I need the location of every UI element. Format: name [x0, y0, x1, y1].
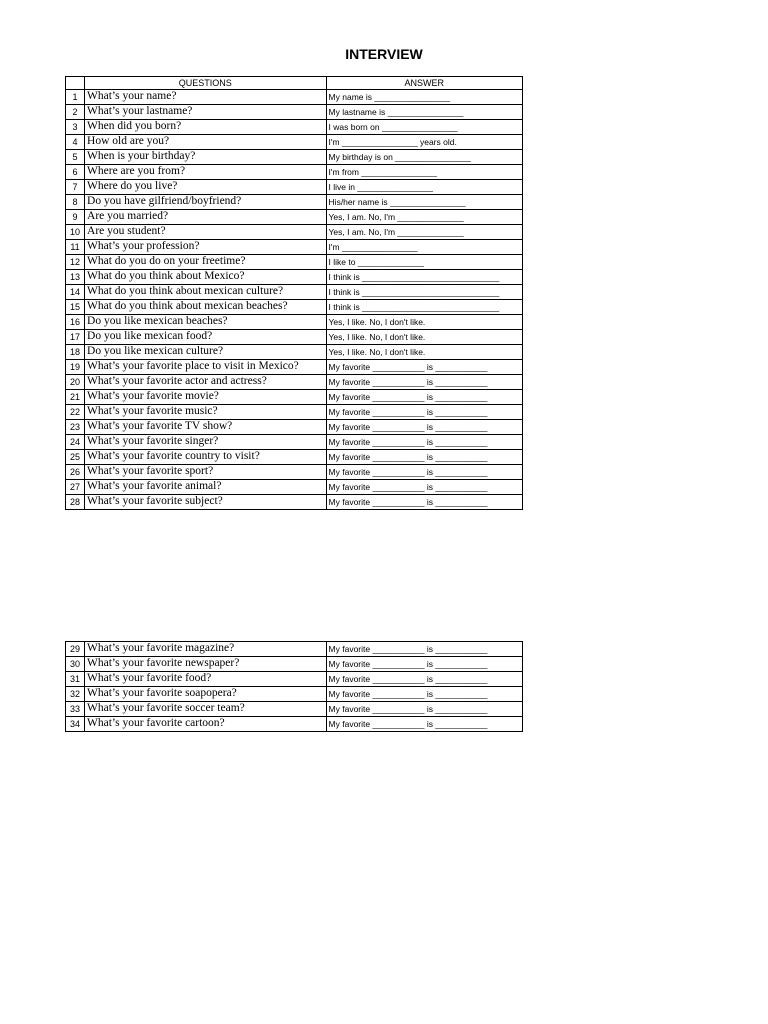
answer-cell: I think is _____________________________ [326, 285, 522, 300]
row-number: 28 [66, 495, 85, 510]
answer-cell: I'm from ________________ [326, 165, 522, 180]
answer-cell: My favorite ___________ is ___________ [326, 375, 522, 390]
table-row [66, 105, 523, 120]
answer-cell: My favorite ___________ is ___________ [326, 450, 522, 465]
row-number: 15 [66, 300, 85, 315]
table-row [66, 345, 523, 360]
question-cell: Do you have gilfriend/boyfriend? [85, 195, 327, 210]
row-number: 20 [66, 375, 85, 390]
question-cell: What’s your lastname? [85, 105, 327, 120]
interview-table [65, 76, 523, 510]
row-number: 10 [66, 225, 85, 240]
question-cell: What’s your favorite food? [85, 672, 327, 687]
row-number: 27 [66, 480, 85, 495]
header-row [66, 77, 523, 90]
question-cell: Where are you from? [85, 165, 327, 180]
row-number: 22 [66, 405, 85, 420]
table-row [66, 135, 523, 150]
answer-cell: My name is ________________ [326, 90, 522, 105]
table-row [66, 255, 523, 270]
answer-cell: I like to ______________ [326, 255, 522, 270]
row-number: 2 [66, 105, 85, 120]
table-row [66, 270, 523, 285]
answer-cell: My favorite ___________ is ___________ [326, 420, 522, 435]
question-cell: What’s your favorite singer? [85, 435, 327, 450]
table-row [66, 642, 523, 657]
questions-header: QUESTIONS [85, 77, 327, 90]
row-number: 18 [66, 345, 85, 360]
answer-cell: Yes, I am. No, I'm ______________ [326, 210, 522, 225]
question-cell: What’s your name? [85, 90, 327, 105]
number-header [66, 77, 85, 90]
answer-cell: My favorite ___________ is ___________ [326, 435, 522, 450]
answer-cell: My favorite ___________ is ___________ [326, 702, 522, 717]
table-row [66, 195, 523, 210]
table-row [66, 465, 523, 480]
question-cell: What’s your favorite sport? [85, 465, 327, 480]
answer-cell: Yes, I like. No, I don't like. [326, 345, 522, 360]
interview-table-continued [65, 641, 523, 732]
question-cell: What do you think about Mexico? [85, 270, 327, 285]
question-cell: What’s your favorite animal? [85, 480, 327, 495]
row-number: 34 [66, 717, 85, 732]
answer-cell: I'm ________________ [326, 240, 522, 255]
row-number: 32 [66, 687, 85, 702]
answer-cell: My favorite ___________ is ___________ [326, 642, 522, 657]
question-cell: What do you do on your freetime? [85, 255, 327, 270]
question-cell: What’s your favorite newspaper? [85, 657, 327, 672]
row-number: 11 [66, 240, 85, 255]
table-row [66, 657, 523, 672]
table-body [66, 90, 523, 510]
answer-cell: My birthday is on ________________ [326, 150, 522, 165]
table-row [66, 702, 523, 717]
table-row [66, 480, 523, 495]
answer-cell: I'm ________________ years old. [326, 135, 522, 150]
answer-cell: My favorite ___________ is ___________ [326, 672, 522, 687]
question-cell: What do you think about mexican culture? [85, 285, 327, 300]
row-number: 8 [66, 195, 85, 210]
table-row [66, 120, 523, 135]
question-cell: What’s your favorite music? [85, 405, 327, 420]
question-cell: When is your birthday? [85, 150, 327, 165]
table-row [66, 405, 523, 420]
answer-cell: My favorite ___________ is ___________ [326, 390, 522, 405]
answer-cell: My lastname is ________________ [326, 105, 522, 120]
answer-cell: I think is _____________________________ [326, 300, 522, 315]
row-number: 6 [66, 165, 85, 180]
table-body-continued [66, 642, 523, 732]
row-number: 21 [66, 390, 85, 405]
row-number: 5 [66, 150, 85, 165]
row-number: 30 [66, 657, 85, 672]
table-row [66, 330, 523, 345]
answer-cell: My favorite ___________ is ___________ [326, 657, 522, 672]
question-cell: Where do you live? [85, 180, 327, 195]
question-cell: Are you student? [85, 225, 327, 240]
row-number: 29 [66, 642, 85, 657]
row-number: 4 [66, 135, 85, 150]
row-number: 19 [66, 360, 85, 375]
question-cell: What’s your favorite soapopera? [85, 687, 327, 702]
table-row [66, 285, 523, 300]
question-cell: What’s your favorite place to visit in Mexico? [85, 360, 327, 375]
question-cell: What’s your favorite TV show? [85, 420, 327, 435]
table-row [66, 687, 523, 702]
table-row [66, 210, 523, 225]
row-number: 24 [66, 435, 85, 450]
table-row [66, 300, 523, 315]
table-row [66, 165, 523, 180]
table-row [66, 717, 523, 732]
answer-cell: My favorite ___________ is ___________ [326, 687, 522, 702]
row-number: 9 [66, 210, 85, 225]
row-number: 26 [66, 465, 85, 480]
answer-cell: My favorite ___________ is ___________ [326, 480, 522, 495]
row-number: 1 [66, 90, 85, 105]
row-number: 14 [66, 285, 85, 300]
question-cell: What’s your favorite country to visit? [85, 450, 327, 465]
answer-cell: My favorite ___________ is ___________ [326, 465, 522, 480]
table-row [66, 495, 523, 510]
row-number: 23 [66, 420, 85, 435]
table-row [66, 150, 523, 165]
table-row [66, 375, 523, 390]
page-title: INTERVIEW [345, 46, 423, 62]
question-cell: What do you think about mexican beaches? [85, 300, 327, 315]
answer-cell: Yes, I like. No, I don't like. [326, 330, 522, 345]
question-cell: Do you like mexican culture? [85, 345, 327, 360]
question-cell: Are you married? [85, 210, 327, 225]
answer-cell: I think is _____________________________ [326, 270, 522, 285]
answer-cell: My favorite ___________ is ___________ [326, 360, 522, 375]
table-row [66, 180, 523, 195]
question-cell: How old are you? [85, 135, 327, 150]
answer-cell: My favorite ___________ is ___________ [326, 717, 522, 732]
table-row [66, 240, 523, 255]
table-row [66, 450, 523, 465]
question-cell: What’s your favorite subject? [85, 495, 327, 510]
row-number: 31 [66, 672, 85, 687]
question-cell: What’s your profession? [85, 240, 327, 255]
row-number: 16 [66, 315, 85, 330]
answer-cell: My favorite ___________ is ___________ [326, 495, 522, 510]
answer-cell: His/her name is ________________ [326, 195, 522, 210]
row-number: 12 [66, 255, 85, 270]
table-row [66, 390, 523, 405]
question-cell: When did you born? [85, 120, 327, 135]
table-row [66, 672, 523, 687]
table-row [66, 315, 523, 330]
row-number: 7 [66, 180, 85, 195]
row-number: 33 [66, 702, 85, 717]
answer-cell: My favorite ___________ is ___________ [326, 405, 522, 420]
row-number: 13 [66, 270, 85, 285]
question-cell: What’s your favorite movie? [85, 390, 327, 405]
answer-cell: Yes, I am. No, I'm ______________ [326, 225, 522, 240]
question-cell: Do you like mexican beaches? [85, 315, 327, 330]
table-row [66, 90, 523, 105]
answer-cell: I live in ________________ [326, 180, 522, 195]
answer-cell: I was born on ________________ [326, 120, 522, 135]
question-cell: Do you like mexican food? [85, 330, 327, 345]
question-cell: What’s your favorite cartoon? [85, 717, 327, 732]
question-cell: What’s your favorite magazine? [85, 642, 327, 657]
question-cell: What’s your favorite actor and actress? [85, 375, 327, 390]
table-row [66, 420, 523, 435]
question-cell: What’s your favorite soccer team? [85, 702, 327, 717]
row-number: 17 [66, 330, 85, 345]
row-number: 3 [66, 120, 85, 135]
table-row [66, 225, 523, 240]
table-row [66, 435, 523, 450]
answer-header: ANSWER [326, 77, 522, 90]
answer-cell: Yes, I like. No, I don't like. [326, 315, 522, 330]
table-row [66, 360, 523, 375]
row-number: 25 [66, 450, 85, 465]
